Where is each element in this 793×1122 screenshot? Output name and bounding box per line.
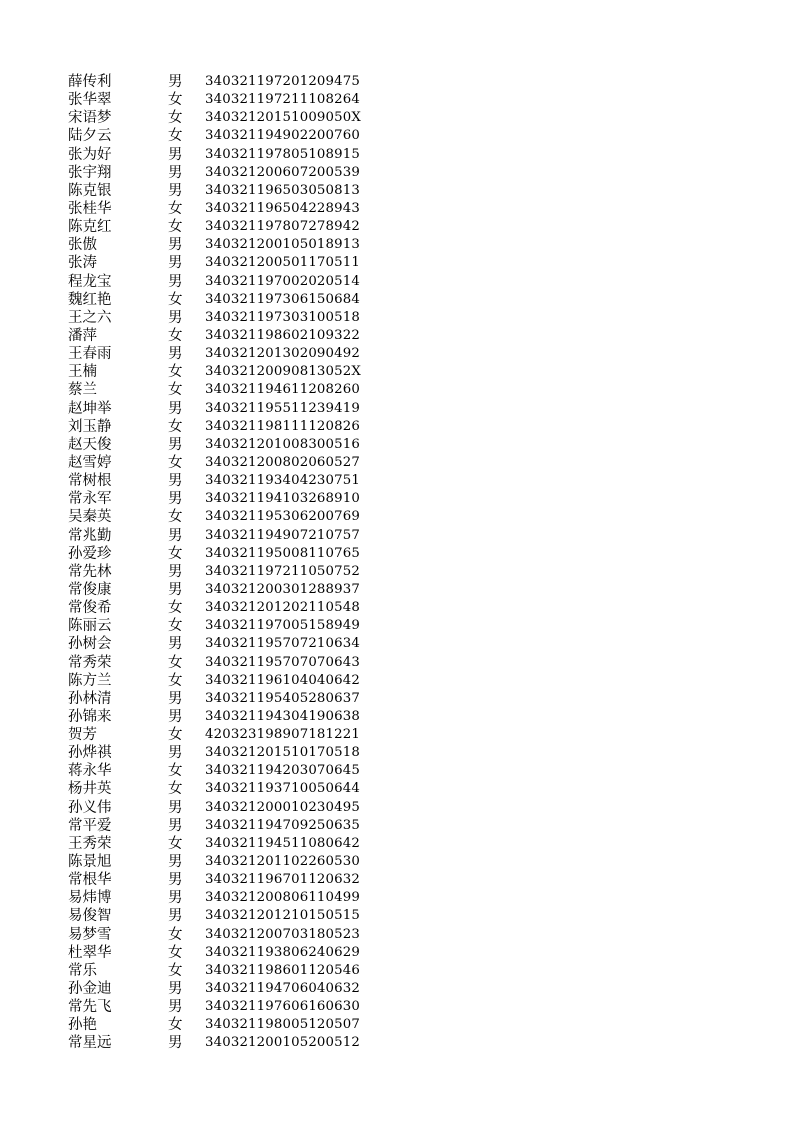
name-cell: 蒋永华 <box>68 763 112 780</box>
gender-cell: 男 <box>168 890 183 907</box>
gender-cell: 男 <box>168 690 183 707</box>
name-cell: 孙金迪 <box>68 981 112 998</box>
id-number-cell: 340321197807278942 <box>205 219 360 235</box>
id-number-cell: 34032120151009050X <box>205 110 361 126</box>
name-cell: 王春雨 <box>68 346 112 363</box>
table-row <box>68 617 368 635</box>
name-cell: 潘萍 <box>68 327 97 344</box>
gender-cell: 女 <box>168 418 183 435</box>
gender-cell: 女 <box>168 618 183 635</box>
gender-cell: 男 <box>168 436 183 453</box>
gender-cell: 男 <box>168 255 183 272</box>
name-cell: 常平爱 <box>68 817 112 834</box>
id-number-cell: 340321200501170511 <box>205 255 360 271</box>
table-row <box>68 127 368 145</box>
gender-cell: 男 <box>168 237 183 254</box>
id-number-cell: 340321194304190638 <box>205 708 360 724</box>
name-cell: 宋语梦 <box>68 110 112 127</box>
id-number-cell: 340321200703180523 <box>205 926 360 942</box>
gender-cell: 女 <box>168 727 183 744</box>
name-cell: 常俊康 <box>68 581 112 598</box>
id-number-cell: 340321200301288937 <box>205 581 360 597</box>
id-number-cell: 340321197005158949 <box>205 618 360 634</box>
table-row <box>68 236 368 254</box>
name-cell: 张傲 <box>68 237 97 254</box>
id-number-cell: 340321201102260530 <box>205 854 360 870</box>
table-row <box>68 817 368 835</box>
table-row <box>68 436 368 454</box>
table-row <box>68 345 368 363</box>
table-row <box>68 926 368 944</box>
gender-cell: 女 <box>168 600 183 617</box>
name-cell: 孙树会 <box>68 636 112 653</box>
id-number-cell: 340321200802060527 <box>205 454 360 470</box>
name-cell: 赵天俊 <box>68 436 112 453</box>
gender-cell: 女 <box>168 962 183 979</box>
gender-cell: 女 <box>168 545 183 562</box>
name-cell: 赵雪婷 <box>68 454 112 471</box>
gender-cell: 女 <box>168 291 183 308</box>
gender-cell: 男 <box>168 182 183 199</box>
gender-cell: 女 <box>168 327 183 344</box>
gender-cell: 女 <box>168 110 183 127</box>
id-number-cell: 340321201510170518 <box>205 745 360 761</box>
id-number-cell: 340321194511080642 <box>205 835 360 851</box>
name-cell: 陈克红 <box>68 219 112 236</box>
name-cell: 赵坤举 <box>68 400 112 417</box>
id-number-cell: 340321194611208260 <box>205 382 360 398</box>
id-number-cell: 340321200010230495 <box>205 799 360 815</box>
table-row <box>68 944 368 962</box>
name-cell: 常树根 <box>68 473 112 490</box>
table-row <box>68 635 368 653</box>
name-cell: 张涛 <box>68 255 97 272</box>
id-number-cell: 340321198111120826 <box>205 418 360 434</box>
id-number-cell: 340321196503050813 <box>205 182 360 198</box>
id-number-cell: 340321198601120546 <box>205 962 360 978</box>
name-cell: 蔡兰 <box>68 382 97 399</box>
gender-cell: 男 <box>168 817 183 834</box>
name-cell: 孙爱珍 <box>68 545 112 562</box>
name-cell: 常永军 <box>68 491 112 508</box>
gender-cell: 男 <box>168 273 183 290</box>
id-number-cell: 340321201302090492 <box>205 346 360 362</box>
id-number-cell: 340321194709250635 <box>205 817 360 833</box>
table-row <box>68 418 368 436</box>
gender-cell: 男 <box>168 491 183 508</box>
gender-cell: 男 <box>168 146 183 163</box>
id-number-cell: 340321201202110548 <box>205 600 360 616</box>
gender-cell: 男 <box>168 74 183 90</box>
name-cell: 王楠 <box>68 364 97 381</box>
name-cell: 易梦雪 <box>68 926 112 943</box>
gender-cell: 女 <box>168 200 183 217</box>
gender-cell: 男 <box>168 999 183 1016</box>
name-cell: 陈景旭 <box>68 854 112 871</box>
table-row <box>68 73 368 91</box>
id-number-cell: 340321197306150684 <box>205 291 360 307</box>
id-number-cell: 340321197201209475 <box>205 74 360 89</box>
gender-cell: 女 <box>168 454 183 471</box>
gender-cell: 男 <box>168 346 183 363</box>
id-number-cell: 34032120090813052X <box>205 364 361 380</box>
name-cell: 杨井英 <box>68 781 112 798</box>
gender-cell: 男 <box>168 908 183 925</box>
id-number-cell: 340321194706040632 <box>205 981 360 997</box>
gender-cell: 男 <box>168 981 183 998</box>
name-cell: 吴秦英 <box>68 509 112 526</box>
name-cell: 常兆勤 <box>68 527 112 544</box>
id-number-cell: 340321200806110499 <box>205 890 360 906</box>
name-cell: 陈方兰 <box>68 672 112 689</box>
gender-cell: 男 <box>168 527 183 544</box>
name-cell: 薛传利 <box>68 74 112 90</box>
id-number-cell: 340321201008300516 <box>205 436 360 452</box>
name-cell: 王之六 <box>68 309 112 326</box>
gender-cell: 女 <box>168 92 183 109</box>
table-row <box>68 400 368 418</box>
gender-cell: 女 <box>168 1017 183 1034</box>
id-number-cell: 340321201210150515 <box>205 908 360 924</box>
id-number-cell: 340321194907210757 <box>205 527 360 543</box>
id-number-cell: 340321195405280637 <box>205 690 360 706</box>
table-row <box>68 91 368 109</box>
table-row <box>68 1034 368 1052</box>
name-cell: 陆夕云 <box>68 128 112 145</box>
name-cell: 陈丽云 <box>68 618 112 635</box>
roster-table <box>68 73 368 1053</box>
table-row <box>68 599 368 617</box>
gender-cell: 男 <box>168 1035 183 1052</box>
id-number-cell: 340321194203070645 <box>205 763 360 779</box>
gender-cell: 男 <box>168 854 183 871</box>
id-number-cell: 340321196104040642 <box>205 672 360 688</box>
table-row <box>68 490 368 508</box>
gender-cell: 女 <box>168 509 183 526</box>
table-row <box>68 835 368 853</box>
table-row <box>68 508 368 526</box>
table-row <box>68 146 368 164</box>
id-number-cell: 340321197606160630 <box>205 999 360 1015</box>
name-cell: 陈克银 <box>68 182 112 199</box>
table-row <box>68 962 368 980</box>
table-row <box>68 853 368 871</box>
table-row <box>68 273 368 291</box>
name-cell: 孙林清 <box>68 690 112 707</box>
id-number-cell: 340321200607200539 <box>205 164 360 180</box>
table-row <box>68 563 368 581</box>
id-number-cell: 340321198602109322 <box>205 327 360 343</box>
id-number-cell: 340321195707070643 <box>205 654 360 670</box>
table-row <box>68 980 368 998</box>
gender-cell: 男 <box>168 400 183 417</box>
table-row <box>68 381 368 399</box>
name-cell: 孙锦来 <box>68 708 112 725</box>
name-cell: 常星远 <box>68 1035 112 1052</box>
table-row <box>68 762 368 780</box>
table-row <box>68 164 368 182</box>
table-row <box>68 744 368 762</box>
name-cell: 孙烨祺 <box>68 745 112 762</box>
name-cell: 魏红艳 <box>68 291 112 308</box>
gender-cell: 女 <box>168 128 183 145</box>
table-row <box>68 780 368 798</box>
table-row <box>68 527 368 545</box>
id-number-cell: 340321195008110765 <box>205 545 360 561</box>
gender-cell: 女 <box>168 654 183 671</box>
name-cell: 王秀荣 <box>68 835 112 852</box>
id-number-cell: 340321200105200512 <box>205 1035 360 1051</box>
name-cell: 杜翠华 <box>68 944 112 961</box>
id-number-cell: 340321193710050644 <box>205 781 360 797</box>
table-row <box>68 182 368 200</box>
table-row <box>68 218 368 236</box>
table-row <box>68 327 368 345</box>
name-cell: 常俊希 <box>68 600 112 617</box>
table-row <box>68 363 368 381</box>
gender-cell: 女 <box>168 364 183 381</box>
gender-cell: 女 <box>168 219 183 236</box>
gender-cell: 女 <box>168 835 183 852</box>
id-number-cell: 340321197002020514 <box>205 273 360 289</box>
id-number-cell: 340321196504228943 <box>205 200 360 216</box>
table-row <box>68 690 368 708</box>
id-number-cell: 340321197211108264 <box>205 92 360 108</box>
table-row <box>68 454 368 472</box>
name-cell: 孙义伟 <box>68 799 112 816</box>
name-cell: 常先林 <box>68 563 112 580</box>
table-row <box>68 254 368 272</box>
table-row <box>68 871 368 889</box>
table-row <box>68 200 368 218</box>
table-row <box>68 291 368 309</box>
id-number-cell: 340321195306200769 <box>205 509 360 525</box>
table-row <box>68 472 368 490</box>
gender-cell: 女 <box>168 763 183 780</box>
name-cell: 张为好 <box>68 146 112 163</box>
table-row <box>68 998 368 1016</box>
table-row <box>68 889 368 907</box>
id-number-cell: 340321197303100518 <box>205 309 360 325</box>
gender-cell: 女 <box>168 382 183 399</box>
table-row <box>68 672 368 690</box>
table-row <box>68 581 368 599</box>
gender-cell: 男 <box>168 872 183 889</box>
table-row <box>68 654 368 672</box>
id-number-cell: 340321198005120507 <box>205 1017 360 1033</box>
name-cell: 贺芳 <box>68 727 97 744</box>
name-cell: 易俊智 <box>68 908 112 925</box>
gender-cell: 男 <box>168 636 183 653</box>
name-cell: 常乐 <box>68 962 97 979</box>
id-number-cell: 340321195511239419 <box>205 400 360 416</box>
table-row <box>68 726 368 744</box>
name-cell: 程龙宝 <box>68 273 112 290</box>
gender-cell: 女 <box>168 672 183 689</box>
table-row <box>68 1016 368 1034</box>
name-cell: 常秀荣 <box>68 654 112 671</box>
gender-cell: 男 <box>168 309 183 326</box>
id-number-cell: 340321197805108915 <box>205 146 360 162</box>
name-cell: 刘玉静 <box>68 418 112 435</box>
id-number-cell: 340321194103268910 <box>205 491 360 507</box>
id-number-cell: 340321196701120632 <box>205 872 360 888</box>
id-number-cell: 340321197211050752 <box>205 563 360 579</box>
gender-cell: 女 <box>168 944 183 961</box>
id-number-cell: 420323198907181221 <box>205 727 360 743</box>
name-cell: 常根华 <box>68 872 112 889</box>
table-row <box>68 309 368 327</box>
gender-cell: 女 <box>168 781 183 798</box>
name-cell: 张宇翔 <box>68 164 112 181</box>
id-number-cell: 340321200105018913 <box>205 237 360 253</box>
gender-cell: 男 <box>168 581 183 598</box>
id-number-cell: 340321193404230751 <box>205 473 360 489</box>
name-cell: 常先飞 <box>68 999 112 1016</box>
table-row <box>68 907 368 925</box>
gender-cell: 男 <box>168 745 183 762</box>
name-cell: 孙艳 <box>68 1017 97 1034</box>
id-number-cell: 340321193806240629 <box>205 944 360 960</box>
gender-cell: 男 <box>168 473 183 490</box>
table-row <box>68 109 368 127</box>
gender-cell: 女 <box>168 926 183 943</box>
table-row <box>68 545 368 563</box>
gender-cell: 男 <box>168 164 183 181</box>
name-cell: 易炜博 <box>68 890 112 907</box>
table-row <box>68 708 368 726</box>
gender-cell: 男 <box>168 563 183 580</box>
table-row <box>68 799 368 817</box>
id-number-cell: 340321195707210634 <box>205 636 360 652</box>
name-cell: 张华翠 <box>68 92 112 109</box>
id-number-cell: 340321194902200760 <box>205 128 360 144</box>
gender-cell: 男 <box>168 708 183 725</box>
name-cell: 张桂华 <box>68 200 112 217</box>
gender-cell: 男 <box>168 799 183 816</box>
